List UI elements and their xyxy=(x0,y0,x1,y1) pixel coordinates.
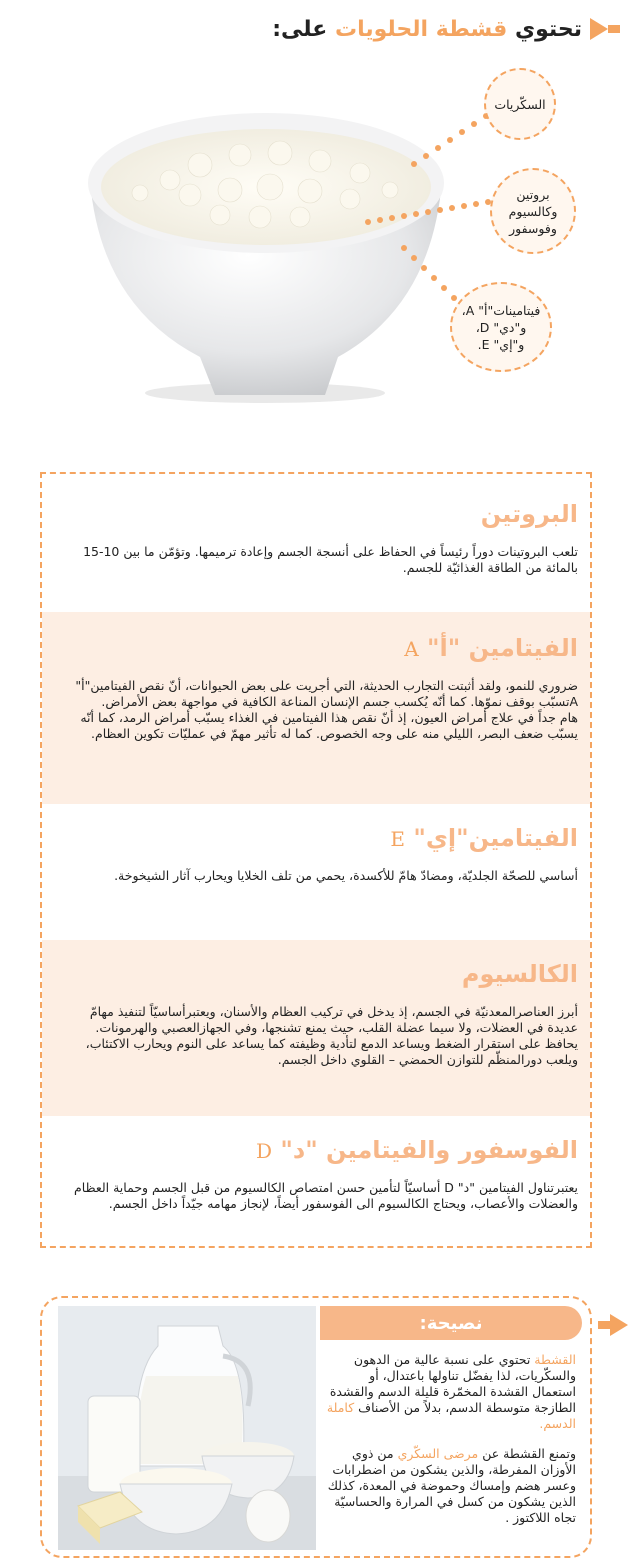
section-text: تلعب البروتينات دوراً رئيساً في الحفاظ على أنسجة الجسم وإعادة ترميمها. وتؤمّن ما بين 10-15 بالمائة من الطاقة الغذائيّة للجسم. xyxy=(83,544,578,575)
header-arrow-icon xyxy=(590,18,620,40)
page-title-accent: قشطة الحلويات xyxy=(334,16,508,42)
section-calcium xyxy=(42,940,590,1116)
section-vitamin-e xyxy=(42,804,590,940)
section-text: أبرز العناصرالمعدنيّة في الجسم، إذ يدخل في تركيب العظام والأسنان، ويعتبرأساسيّاً لتنفيذ مهامّ عديدة في العضلات، ولا سيما عضلة القلب، حيث يمنع تشنجها، وفي الجهازالعصبي والهرمونات. xyxy=(89,1004,578,1035)
section-text: يحافظ على استقرار الضغط ويساعد الدمع لتأدية وظيفته كما يساعد على النوم ويحارب الاكتئاب، ويلعب دورالمنظّم للتوازن الحمضي – القلوي داخل الجسم. xyxy=(85,1036,578,1067)
section-text: يعتبرتناول الفيتامين "د" D أساسيّاً لتأمين حسن امتصاص الكالسيوم من قبل الجسم وحماية العظام والعضلات والأعصاب، ويحتاج الكالسيوم الى الفوسفور أيضاً، لإنجاز مهامه جيّداً داخل الجسم. xyxy=(74,1180,578,1211)
tip-box xyxy=(40,1296,592,1558)
section-text: أساسي للصحّة الجلديّة، ومضادّ هامّ للأكسدة، يحمي من تلف الخلايا ويحارب آثار الشيخوخة. xyxy=(114,868,578,883)
section-text: هام جداً في علاج أمراض العيون، إذ أنّ نقص هذا الفيتامين في الغذاء يسبّب أمراض الرمد، كما أنّه يسبّب ضعف البصر، الليلي منه على وجه الخصوص. كما له تأثير مهمّ في عمليّات تكوين العظام. xyxy=(80,710,578,741)
page-title: تحتوي قشطة الحلويات على: xyxy=(272,16,582,42)
section-title: الفيتامين"إي" E xyxy=(390,824,578,852)
section-title: الكالسيوم xyxy=(461,960,578,988)
section-vitamin-a xyxy=(42,612,590,804)
tip-text xyxy=(324,1352,576,1540)
section-text: ضروري للنمو، ولقد أثبتت التجارب الحديثة، التي أجريت على بعض الحيوانات، أنّ نقص الفيتامين"أ" Aتسبّب بوقف نموّها. كما أنّه يُكسب جسم الإنسان المناعة الكافية في مواجهة بعض الأمراض. xyxy=(75,678,578,709)
page-header xyxy=(200,12,620,46)
section-title: البروتين xyxy=(480,500,578,528)
tip-paragraph: وتمنع القشطة عن مرضى السكّري من ذوي الأوزان المفرطة، والذين يشكون من اضطرابات وعسر هضم وإمساك وحموضة في المعدة، كذلك الذين يشكون من كسل في المرارة والحساسيّة تجاه اللاكتوز . xyxy=(327,1446,576,1525)
section-title: الفوسفور والفيتامين "د" D xyxy=(255,1136,578,1164)
tip-paragraph: القشطة تحتوي على نسبة عالية من الدهون والسكّريات، لذا يفضّل تناولها باعتدال، أو استعمال القشدة المخمّرة قليلة الدسم والقشدة الطازجة متوسطة الدسم، بدلاً من الأصناف كاملة الدسم. xyxy=(326,1352,576,1431)
nutrient-bubble-vitamins: فيتامينات"أ" A، و"دي" D، و"إي" E. xyxy=(450,282,552,372)
tip-title: نصيحة: xyxy=(320,1306,582,1340)
nutrition-info-box xyxy=(40,472,592,1248)
tip-arrow-icon xyxy=(598,1314,628,1336)
dairy-products-image xyxy=(58,1306,316,1550)
nutrient-bubble-protein: بروتين وكالسيوم وفوسفور xyxy=(490,168,576,254)
nutrient-bubble-sugars: السكّريات xyxy=(484,68,556,140)
section-protein xyxy=(42,474,590,612)
section-phosphorus-vitamin-d xyxy=(42,1116,590,1246)
section-title: الفيتامين "أ" A xyxy=(404,634,578,662)
